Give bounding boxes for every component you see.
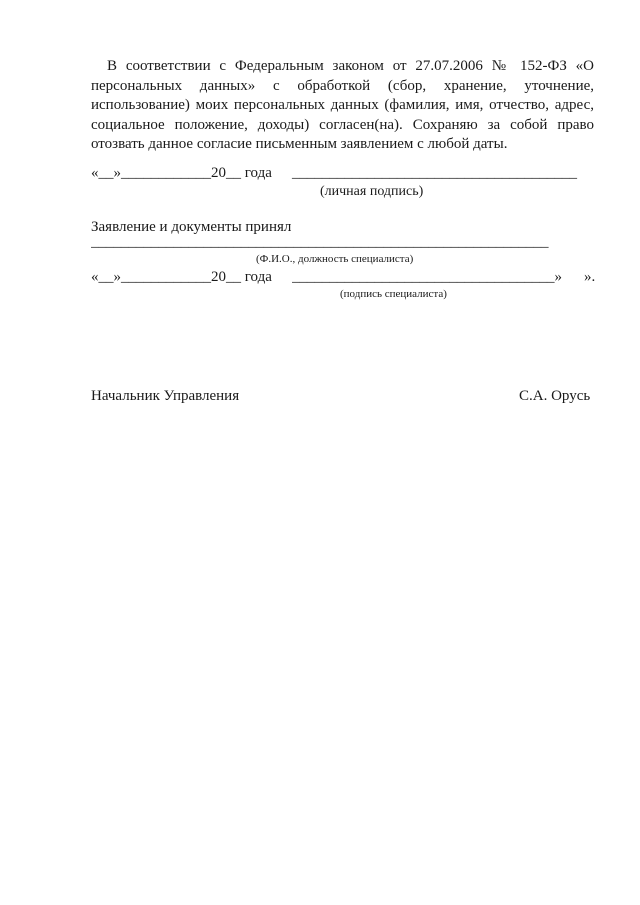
acceptance-name-blank: _____________________________________________________________ <box>91 234 549 250</box>
acceptance-signature-caption: (подпись специалиста) <box>340 288 447 300</box>
acceptance-date-line: «__»____________20__ года <box>91 269 272 285</box>
acceptance-signature-blank: ___________________________________» <box>292 269 562 285</box>
acceptance-signature-end: ». <box>584 269 596 285</box>
consent-paragraph: В соответствии с Федеральным законом от 27.07.2006 № 152-ФЗ «О персональных данных» с обработкой (сбор, хранение, уточнение, использование) моих персональных данных (фамилия, имя, отчество, адрес, социальное положение, доходы) согласен(на). Сохраняю за собой право отозвать данное согласие письменным заявлением с любой даты. <box>91 58 594 152</box>
acceptance-name-caption: (Ф.И.О., должность специалиста) <box>256 253 414 265</box>
footer-signatory-name: С.А. Орусь <box>519 388 591 404</box>
footer-position: Начальник Управления <box>91 388 240 404</box>
consent-date-line: «__»____________20__ года <box>91 165 272 181</box>
consent-signature-blank: ______________________________________ <box>292 165 577 181</box>
consent-signature-caption: (личная подпись) <box>320 184 424 199</box>
acceptance-heading: Заявление и документы принял <box>91 219 292 235</box>
